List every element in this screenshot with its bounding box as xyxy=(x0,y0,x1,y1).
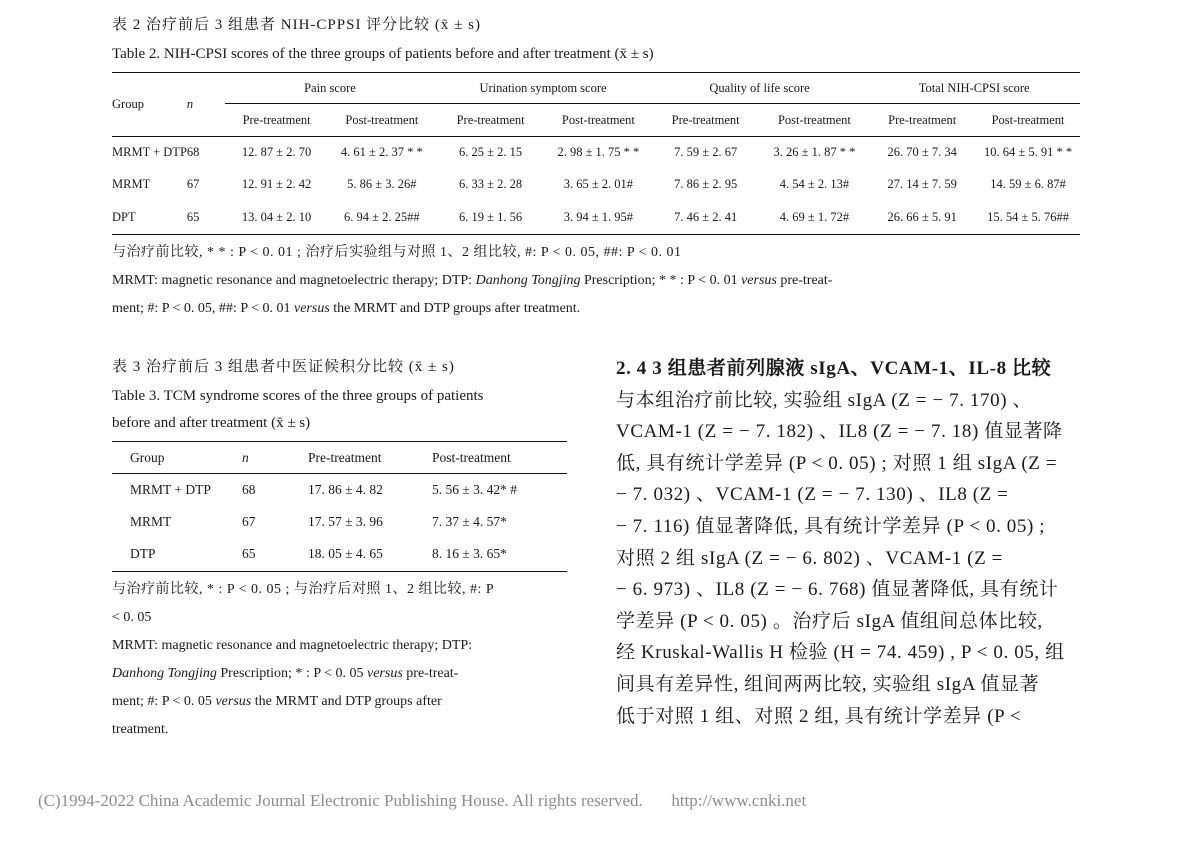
table2-note-cn: 与治疗前比较, * * : P < 0. 01 ; 治疗后实验组与对照 1、2 组比较, #: P < 0. 05, ##: P < 0. 01 xyxy=(112,245,682,260)
table3-cell-pre: 17. 57 ± 3. 96 xyxy=(308,513,383,529)
table2-cell: 3. 26 ± 1. 87 * * xyxy=(773,145,856,160)
table2-cell: 27. 14 ± 7. 59 xyxy=(887,177,957,191)
table2-cell: 6. 19 ± 1. 56 xyxy=(459,209,523,224)
section-line: 低, 具有统计学差异 (P < 0. 05) ; 对照 1 组 sIgA (Z = xyxy=(616,452,1058,474)
note-italic: Danhong Tongjing xyxy=(475,273,581,288)
table2-caption-en: Table 2. NIH-CPSI scores of the three groups of patients before and after treatment (x̄ ± s) xyxy=(112,46,654,62)
table2-cell: 6. 25 ± 2. 15 xyxy=(459,145,523,160)
table2-header-pain: Pain score xyxy=(225,73,436,104)
section-line: − 6. 973) 、IL8 (Z = − 6. 768) 值显著降低, 具有统计 xyxy=(616,579,1059,601)
note-italic: versus xyxy=(367,666,403,681)
table3 xyxy=(112,441,567,572)
table2-caption-cn: 表 2 治疗前后 3 组患者 NIH-CPPSI 评分比较 (x̄ ± s) xyxy=(112,17,481,33)
table3-cell-pre: 17. 86 ± 4. 82 xyxy=(308,481,383,497)
table2-header-group: Group xyxy=(112,97,144,111)
table2-cell: 15. 54 ± 5. 76## xyxy=(987,209,1069,224)
table3-header-n: n xyxy=(242,449,249,465)
table3-caption-en-line1: Table 3. TCM syndrome scores of the three groups of patients xyxy=(112,388,484,404)
section-line: 对照 2 组 sIgA (Z = − 6. 802) 、VCAM-1 (Z = xyxy=(616,547,1003,569)
section-line: 与本组治疗前比较, 实验组 sIgA (Z = − 7. 170) 、 xyxy=(616,389,1033,411)
table3-cell-post: 7. 37 ± 4. 57* xyxy=(432,513,507,529)
table2-cell: 7. 59 ± 2. 67 xyxy=(674,145,738,160)
table2-cell: 7. 46 ± 2. 41 xyxy=(674,209,738,224)
table3-cell-group: MRMT + DTP xyxy=(130,481,211,497)
table2-note-en-line1 xyxy=(112,267,1082,295)
table3-header-pre: Pre-treatment xyxy=(308,449,382,465)
table2-header-post: Post-treatment xyxy=(991,112,1065,127)
section-2-4 xyxy=(616,353,1086,732)
table3-note-en-line1: MRMT: magnetic resonance and magnetoelectric therapy; DTP: xyxy=(112,638,473,653)
note-italic: versus xyxy=(741,273,777,288)
section-heading: 2. 4 3 组患者前列腺液 sIgA、VCAM-1、IL-8 比较 xyxy=(616,358,1052,379)
copyright-footer xyxy=(38,791,806,811)
table3-cell-n: 68 xyxy=(242,481,256,497)
table2-cell-group: MRMT xyxy=(112,177,151,191)
table2-header-post: Post-treatment xyxy=(345,112,419,127)
table3-header-group: Group xyxy=(130,449,165,465)
table3-note-en-line4: treatment. xyxy=(112,722,169,737)
table3-note-cn-line2: < 0. 05 xyxy=(112,610,152,625)
table2-cell: 5. 86 ± 3. 26# xyxy=(347,177,417,191)
table-row xyxy=(112,169,1080,201)
section-line: 间具有差异性, 组间两两比较, 实验组 sIgA 值显著 xyxy=(616,673,1040,695)
table2-cell: 26. 70 ± 7. 34 xyxy=(887,145,957,160)
table2-cell-group: MRMT + DTP xyxy=(112,145,187,160)
table2-cell: 4. 69 ± 1. 72# xyxy=(779,209,850,224)
table2-header-pre: Pre-treatment xyxy=(242,112,311,127)
table3-cell-group: MRMT xyxy=(130,513,172,529)
table2-cell: 13. 04 ± 2. 10 xyxy=(241,209,312,224)
note-text: MRMT: magnetic resonance and magnetoelectric therapy; DTP: xyxy=(112,273,476,288)
table2-header-pre: Pre-treatment xyxy=(888,112,957,127)
section-line: − 7. 116) 值显著降低, 具有统计学差异 (P < 0. 05) ; xyxy=(616,515,1046,537)
table3-header-post: Post-treatment xyxy=(432,449,511,465)
table2-cell: 10. 64 ± 5. 91 * * xyxy=(983,145,1073,160)
section-body xyxy=(616,385,1086,733)
note-text: ment; #: P < 0. 05, ##: P < 0. 01 xyxy=(112,301,294,316)
table2-cell-n: 65 xyxy=(186,209,200,224)
note-text: the MRMT and DTP groups after xyxy=(251,694,442,709)
table2-header-total: Total NIH-CPSI score xyxy=(868,73,1080,104)
section-line: 学差异 (P < 0. 05) 。治疗后 sIgA 值组间总体比较, xyxy=(616,610,1043,632)
table2 xyxy=(112,72,1080,235)
table2-header-post: Post-treatment xyxy=(777,112,851,127)
table-row xyxy=(112,201,1080,235)
table2-cell: 3. 94 ± 1. 95# xyxy=(563,209,634,224)
table2-header-quality: Quality of life score xyxy=(651,73,869,104)
table2-cell-group: DPT xyxy=(112,209,136,224)
table2-cell: 12. 91 ± 2. 42 xyxy=(241,177,312,191)
table3-caption-cn: 表 3 治疗前后 3 组患者中医证候积分比较 (x̄ ± s) xyxy=(112,359,455,375)
section-line: 低于对照 1 组、对照 2 组, 具有统计学差异 (P < xyxy=(616,705,1022,727)
table3-note-cn-line1: 与治疗前比较, * : P < 0. 05 ; 与治疗后对照 1、2 组比较, #: P xyxy=(112,582,495,597)
table-row xyxy=(112,137,1080,169)
table2-cell: 3. 65 ± 2. 01# xyxy=(563,177,634,191)
copyright-text: (C)1994-2022 China Academic Journal Electronic Publishing House. All rights reserved. xyxy=(38,791,643,810)
table2-cell: 6. 94 ± 2. 25## xyxy=(344,209,420,224)
section-line: − 7. 032) 、VCAM-1 (Z = − 7. 130) 、IL8 (Z = xyxy=(616,484,1009,506)
note-italic: Danhong Tongjing xyxy=(112,666,217,681)
table2-header-n: n xyxy=(186,97,194,111)
table2-header-pre: Pre-treatment xyxy=(456,112,525,127)
table3-cell-group: DTP xyxy=(130,546,156,562)
section-line: 经 Kruskal-Wallis H 检验 (H = 74. 459) , P < 0. 05, 组 xyxy=(616,642,1065,664)
footer-url: http://www.cnki.net xyxy=(671,791,807,810)
table2-note-en-line2 xyxy=(112,295,1082,323)
table2-cell: 6. 33 ± 2. 28 xyxy=(459,177,523,191)
note-italic: versus xyxy=(215,694,252,709)
table2-cell: 7. 86 ± 2. 95 xyxy=(674,177,738,191)
table2-cell-n: 68 xyxy=(186,145,200,160)
note-text: Prescription; * * : P < 0. 01 xyxy=(580,273,742,288)
table2-notes xyxy=(112,239,1082,323)
note-text: pre-treat- xyxy=(776,273,833,288)
note-text: ment; #: P < 0. 05 xyxy=(112,694,216,709)
table3-cell-n: 65 xyxy=(242,546,256,562)
table3-cell-post: 5. 56 ± 3. 42* # xyxy=(432,481,518,497)
table2-cell: 4. 54 ± 2. 13# xyxy=(779,177,850,191)
table2-cell: 14. 59 ± 6. 87# xyxy=(990,177,1066,191)
table3-notes xyxy=(112,576,574,744)
table2-header-post: Post-treatment xyxy=(561,112,635,127)
table3-cell-post: 8. 16 ± 3. 65* xyxy=(432,546,507,562)
table2-cell: 12. 87 ± 2. 70 xyxy=(241,145,312,160)
table-row xyxy=(112,538,567,572)
section-line: VCAM-1 (Z = − 7. 182) 、IL8 (Z = − 7. 18) 值显著降 xyxy=(616,421,1063,443)
table2-cell: 2. 98 ± 1. 75 * * xyxy=(557,145,640,160)
note-italic: versus xyxy=(294,301,330,316)
table3-note-en-line3 xyxy=(112,688,574,716)
table3-caption-en-line2: before and after treatment (x̄ ± s) xyxy=(112,415,311,431)
note-text: the MRMT and DTP groups after treatment. xyxy=(329,301,581,316)
table-row xyxy=(112,506,567,538)
table3-note-en-line2 xyxy=(112,660,574,688)
note-text: Prescription; * : P < 0. 05 xyxy=(216,666,367,681)
table-row xyxy=(112,474,567,506)
table2-cell-n: 67 xyxy=(186,177,200,191)
table2-header-pre: Pre-treatment xyxy=(671,112,740,127)
table3-cell-n: 67 xyxy=(242,513,256,529)
table2-cell: 4. 61 ± 2. 37 * * xyxy=(340,145,423,160)
note-text: pre-treat- xyxy=(402,666,459,681)
table2-cell: 26. 66 ± 5. 91 xyxy=(887,209,957,224)
table3-cell-pre: 18. 05 ± 4. 65 xyxy=(308,546,383,562)
table2-header-urination: Urination symptom score xyxy=(435,73,651,104)
